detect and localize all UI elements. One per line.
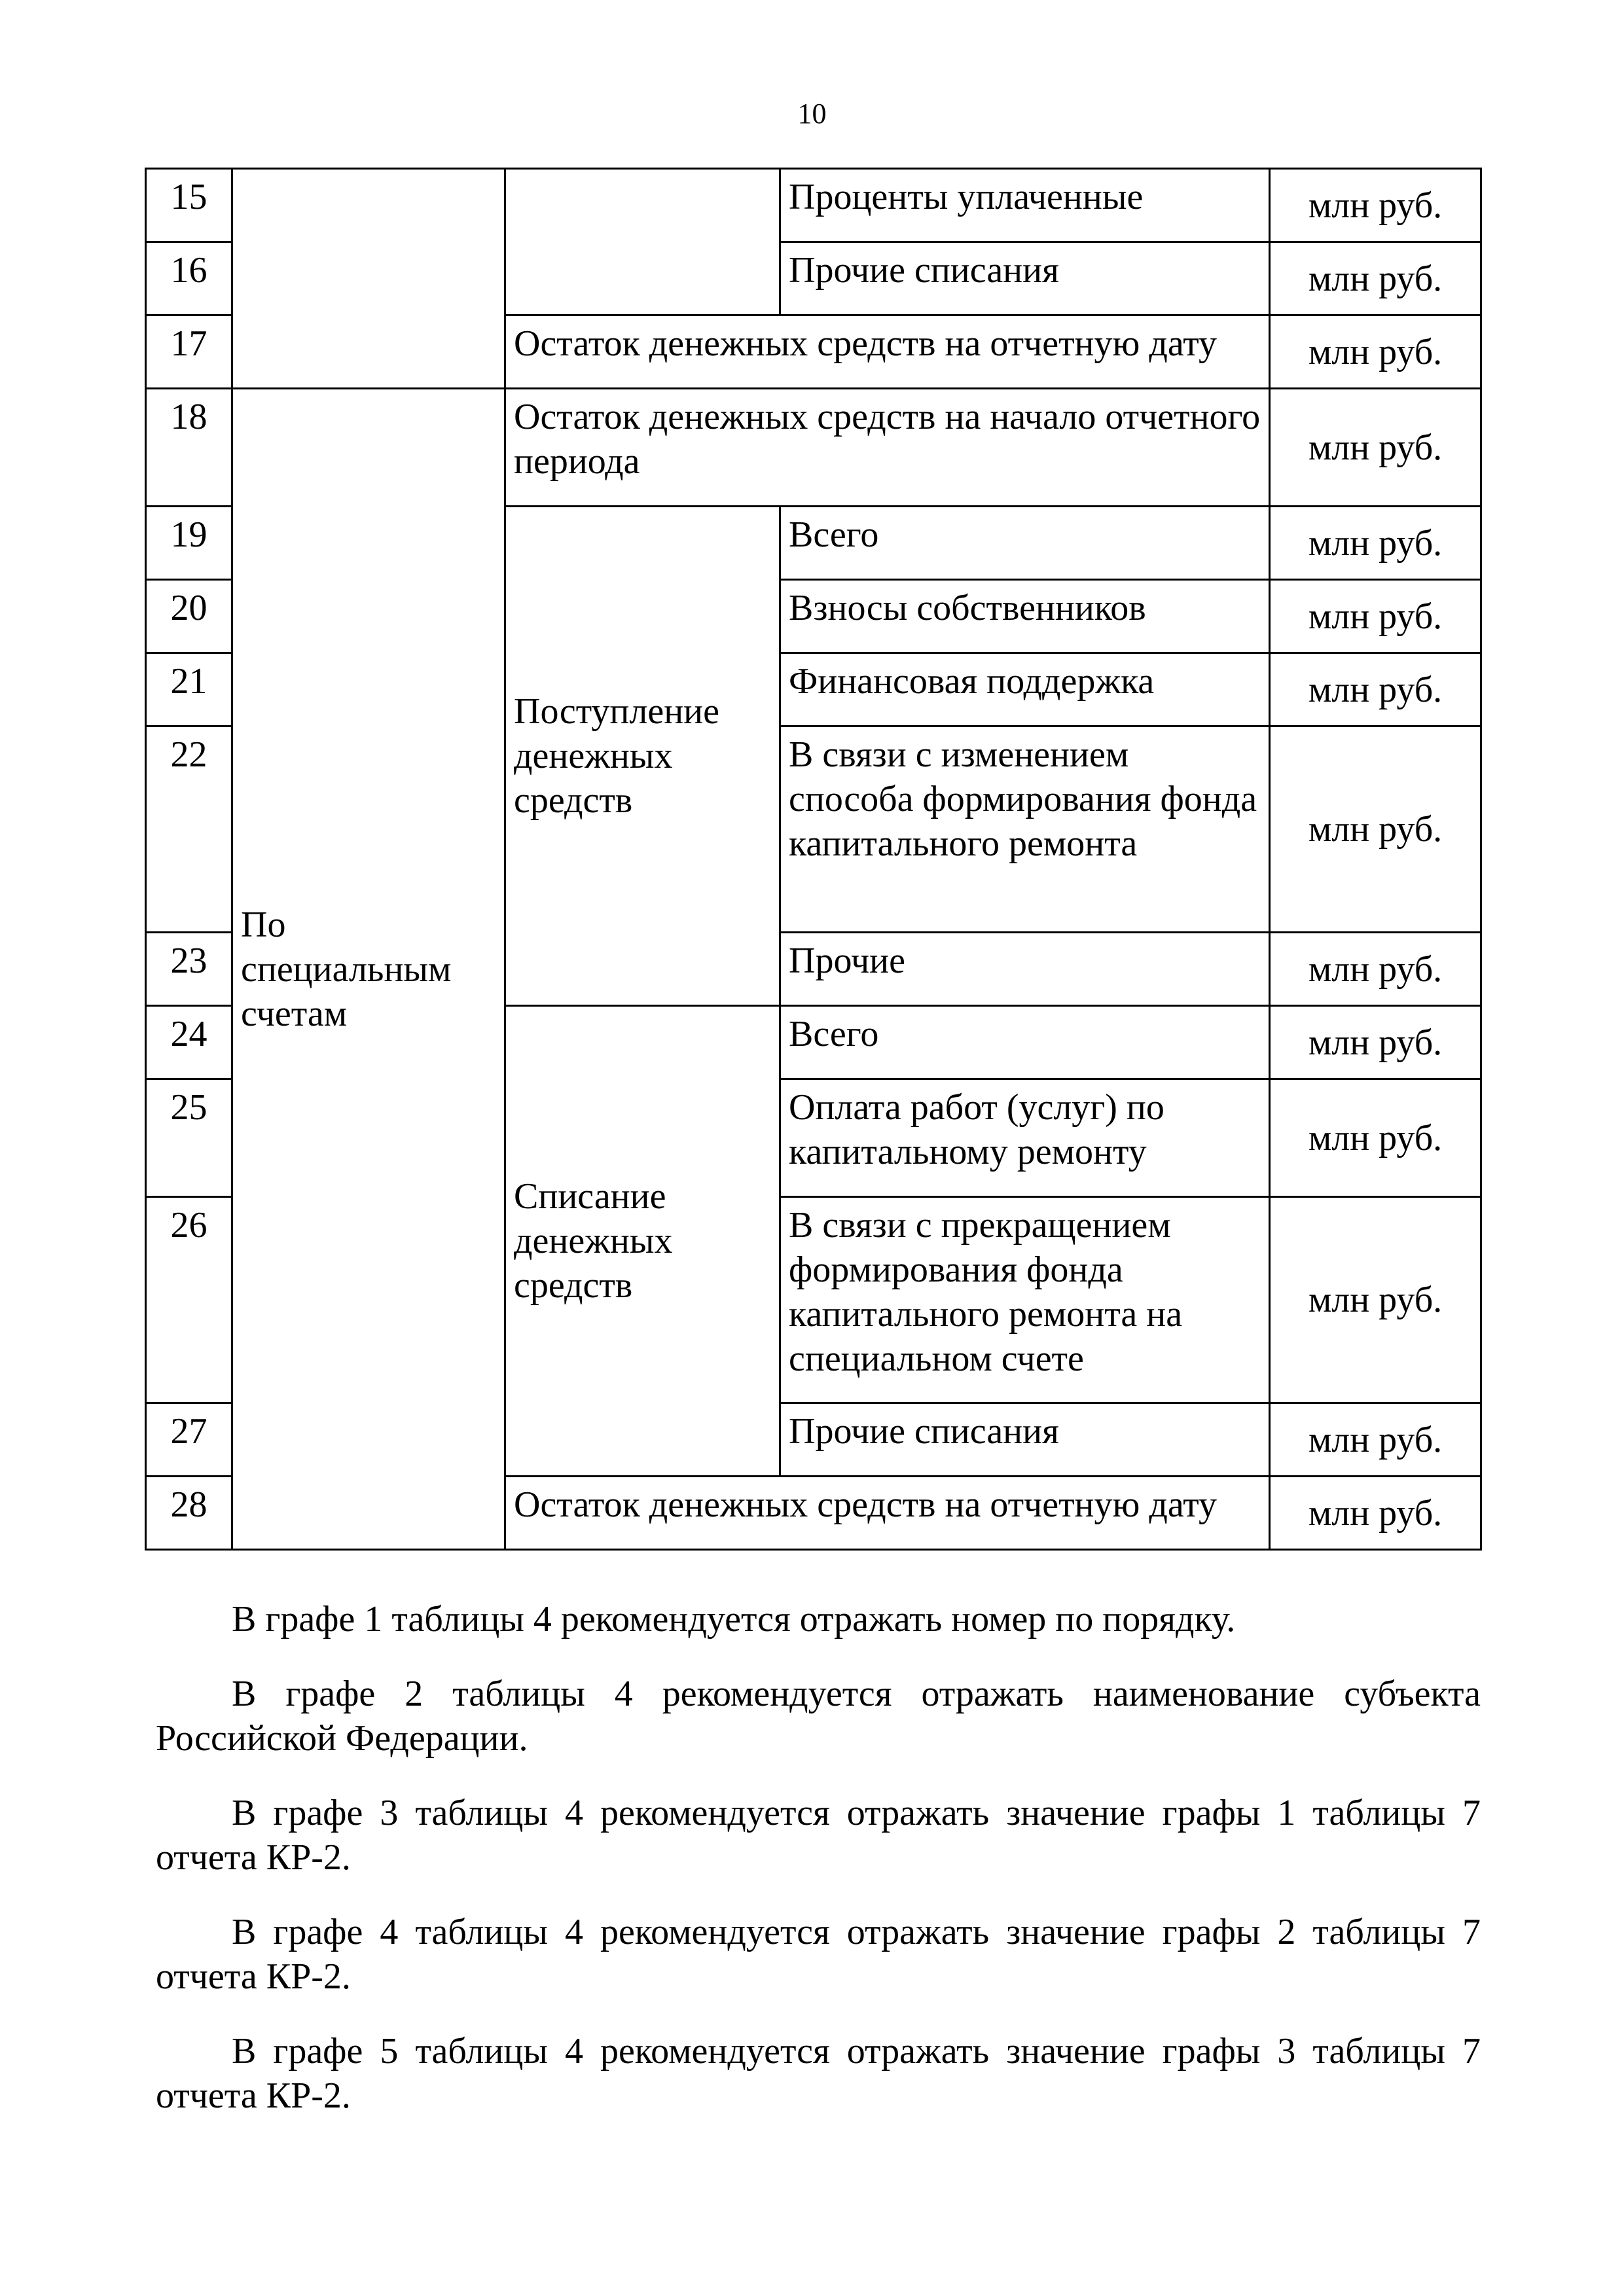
- empty-group-cell: [232, 169, 505, 389]
- explanatory-text: [156, 1597, 1481, 2148]
- row-number: 15: [146, 169, 232, 242]
- row-unit: млн руб.: [1270, 1079, 1481, 1197]
- row-number: 26: [146, 1197, 232, 1403]
- row-label: Всего: [780, 507, 1270, 580]
- row-label: Всего: [780, 1006, 1270, 1079]
- row-unit: млн руб.: [1270, 933, 1481, 1006]
- row-label: Остаток денежных средств на начало отчетного периода: [505, 389, 1270, 507]
- row-number: 27: [146, 1403, 232, 1477]
- row-unit: млн руб.: [1270, 1403, 1481, 1477]
- row-unit: млн руб.: [1270, 507, 1481, 580]
- paragraph: В графе 5 таблицы 4 рекомендуется отражать значение графы 3 таблицы 7 отчета КР-2.: [156, 2031, 1481, 2116]
- paragraph: В графе 1 таблицы 4 рекомендуется отражать номер по порядку.: [232, 1599, 1236, 1640]
- paragraph: В графе 4 таблицы 4 рекомендуется отражать значение графы 2 таблицы 7 отчета КР-2.: [156, 1912, 1481, 1997]
- row-label: Остаток денежных средств на отчетную дату: [505, 315, 1270, 389]
- row-number: 23: [146, 933, 232, 1006]
- row-label: Взносы собственников: [780, 580, 1270, 653]
- table-row: [146, 169, 1481, 242]
- row-number: 19: [146, 507, 232, 580]
- row-unit: млн руб.: [1270, 242, 1481, 315]
- row-unit: млн руб.: [1270, 1006, 1481, 1079]
- row-unit: млн руб.: [1270, 389, 1481, 507]
- row-number: 20: [146, 580, 232, 653]
- row-unit: млн руб.: [1270, 653, 1481, 726]
- group-receipts: Поступление денежных средств: [505, 507, 780, 1006]
- row-unit: млн руб.: [1270, 1477, 1481, 1550]
- row-label: Прочие списания: [780, 1403, 1270, 1477]
- row-number: 24: [146, 1006, 232, 1079]
- cash-flow-table: [145, 168, 1482, 1551]
- row-number: 28: [146, 1477, 232, 1550]
- row-unit: млн руб.: [1270, 580, 1481, 653]
- row-unit: млн руб.: [1270, 169, 1481, 242]
- row-label: Финансовая поддержка: [780, 653, 1270, 726]
- row-label: Прочие списания: [780, 242, 1270, 315]
- row-number: 18: [146, 389, 232, 507]
- table-row: [146, 389, 1481, 507]
- paragraph: В графе 3 таблицы 4 рекомендуется отражать значение графы 1 таблицы 7 отчета КР-2.: [156, 1793, 1481, 1878]
- group-writeoffs: Списание денежных средств: [505, 1006, 780, 1477]
- row-label: Проценты уплаченные: [780, 169, 1270, 242]
- row-number: 16: [146, 242, 232, 315]
- row-number: 22: [146, 726, 232, 933]
- row-number: 17: [146, 315, 232, 389]
- row-unit: млн руб.: [1270, 315, 1481, 389]
- group-special-accounts: По специальным счетам: [232, 389, 505, 1550]
- row-label: Оплата работ (услуг) по капитальному ремонту: [780, 1079, 1270, 1197]
- empty-subgroup-cell: [505, 169, 780, 315]
- row-number: 21: [146, 653, 232, 726]
- row-unit: млн руб.: [1270, 1197, 1481, 1403]
- paragraph: В графе 2 таблицы 4 рекомендуется отражать наименование субъекта Российской Федерации.: [156, 1674, 1481, 1759]
- row-label: Прочие: [780, 933, 1270, 1006]
- row-label: Остаток денежных средств на отчетную дату: [505, 1477, 1270, 1550]
- row-label: В связи с прекращением формирования фонда капитального ремонта на специальном счете: [780, 1197, 1270, 1403]
- row-unit: млн руб.: [1270, 726, 1481, 933]
- page-number: 10: [797, 98, 827, 130]
- row-label: В связи с изменением способа формирования фонда капитального ремонта: [780, 726, 1270, 933]
- row-number: 25: [146, 1079, 232, 1197]
